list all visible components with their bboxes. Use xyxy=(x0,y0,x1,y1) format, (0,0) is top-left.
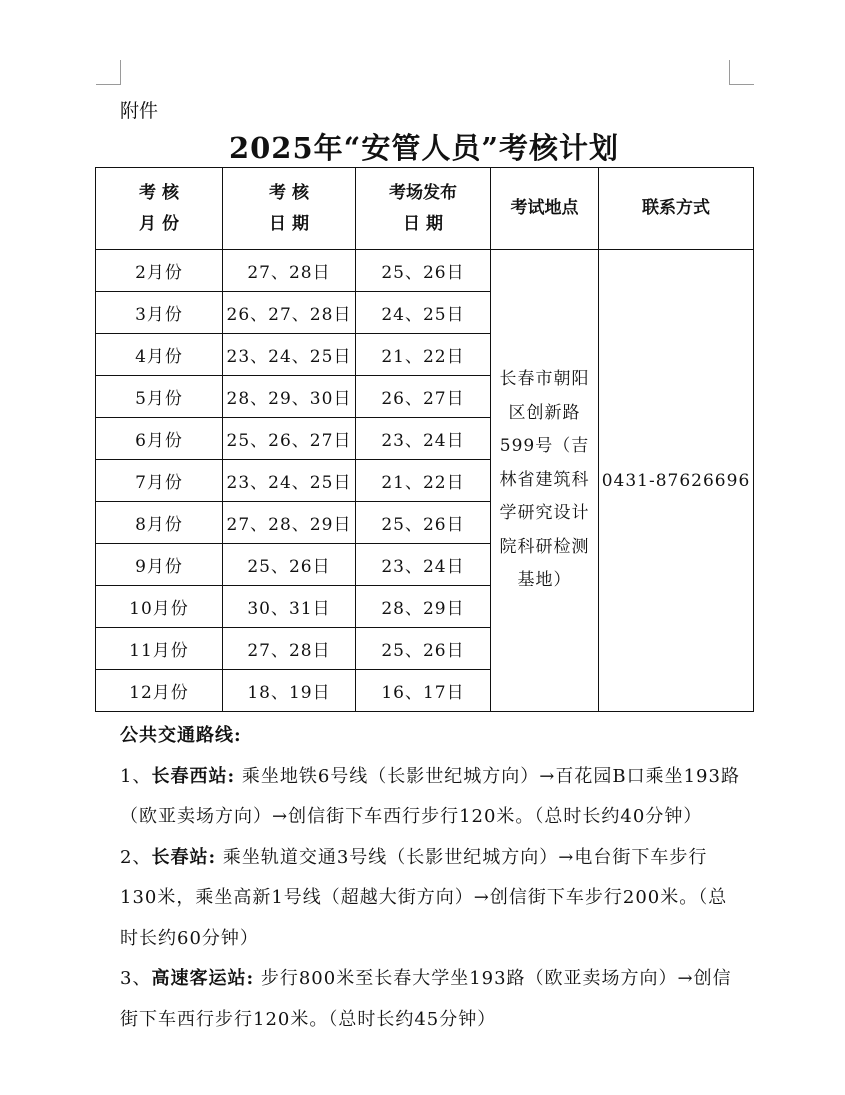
cell-month: 4月份 xyxy=(96,334,223,376)
cell-publish-date: 23、24日 xyxy=(356,544,491,586)
route-description: 乘坐轨道交通3号线（长影世纪城方向）→电台街下车步行130米，乘坐高新1号线（超越大街方向）→创信街下车步行200米。（总时长约60分钟） xyxy=(120,846,728,949)
route-description: 步行800米至长春大学坐193路（欧亚卖场方向）→创信街下车西行步行120米。（总时长约45分钟） xyxy=(120,968,732,1030)
route-station: 长春西站: xyxy=(151,765,236,787)
document-title: 2025年“安管人员”考核计划 xyxy=(228,131,620,165)
cell-month: 10月份 xyxy=(96,586,223,628)
exam-schedule-table xyxy=(95,167,754,712)
header-date: 考 核 日 期 xyxy=(223,168,356,250)
cell-publish-date: 25、26日 xyxy=(356,250,491,292)
header-location: 考试地点 xyxy=(491,168,599,250)
header-month: 考 核 月 份 xyxy=(96,168,223,250)
cell-publish-date: 28、29日 xyxy=(356,586,491,628)
cell-publish-date: 24、25日 xyxy=(356,292,491,334)
route-number: 3、 xyxy=(120,968,152,989)
route-item xyxy=(120,959,740,1040)
cell-publish-date: 25、26日 xyxy=(356,628,491,670)
header-contact: 联系方式 xyxy=(599,168,754,250)
cell-publish-date: 21、22日 xyxy=(356,334,491,376)
cell-publish-date: 23、24日 xyxy=(356,418,491,460)
route-station: 高速客运站: xyxy=(151,968,255,989)
table-header-row xyxy=(96,168,754,250)
cell-month: 11月份 xyxy=(96,628,223,670)
cell-publish-date: 16、17日 xyxy=(356,670,491,712)
route-item xyxy=(120,757,740,838)
cell-date: 30、31日 xyxy=(223,586,356,628)
cell-month: 9月份 xyxy=(96,544,223,586)
cell-publish-date: 26、27日 xyxy=(356,376,491,418)
route-station: 长春站: xyxy=(151,846,217,868)
cell-date: 28、29、30日 xyxy=(223,376,356,418)
header-publish-date: 考场发布 日 期 xyxy=(356,168,491,250)
contact-phone: 0431-87626696 xyxy=(599,250,754,712)
cell-date: 25、26、27日 xyxy=(223,418,356,460)
cell-month: 5月份 xyxy=(96,376,223,418)
routes-heading: 公共交通路线: xyxy=(120,725,242,746)
cell-month: 8月份 xyxy=(96,502,223,544)
attachment-label: 附件 xyxy=(120,100,159,122)
cell-date: 27、28、29日 xyxy=(223,502,356,544)
route-item xyxy=(120,838,740,960)
cell-month: 7月份 xyxy=(96,460,223,502)
transit-routes xyxy=(120,716,740,1040)
cell-month: 2月份 xyxy=(96,250,223,292)
cell-month: 6月份 xyxy=(96,418,223,460)
page-corner-mark-top-left xyxy=(96,60,121,85)
cell-date: 27、28日 xyxy=(223,250,356,292)
cell-month: 12月份 xyxy=(96,670,223,712)
route-number: 1、 xyxy=(120,765,152,787)
route-description: 乘坐地铁6号线（长影世纪城方向）→百花园B口乘坐193路（欧亚卖场方向）→创信街下车西行步行120米。（总时长约40分钟） xyxy=(120,765,740,827)
exam-location: 长春市朝阳区创新路599号（吉林省建筑科学研究设计院科研检测基地） xyxy=(491,250,599,712)
cell-publish-date: 25、26日 xyxy=(356,502,491,544)
route-number: 2、 xyxy=(120,846,152,868)
cell-date: 25、26日 xyxy=(223,544,356,586)
cell-date: 23、24、25日 xyxy=(223,460,356,502)
table-row xyxy=(96,250,754,292)
cell-date: 18、19日 xyxy=(223,670,356,712)
cell-date: 23、24、25日 xyxy=(223,334,356,376)
cell-month: 3月份 xyxy=(96,292,223,334)
cell-date: 27、28日 xyxy=(223,628,356,670)
page-corner-mark-top-right xyxy=(729,60,754,85)
cell-date: 26、27、28日 xyxy=(223,292,356,334)
cell-publish-date: 21、22日 xyxy=(356,460,491,502)
